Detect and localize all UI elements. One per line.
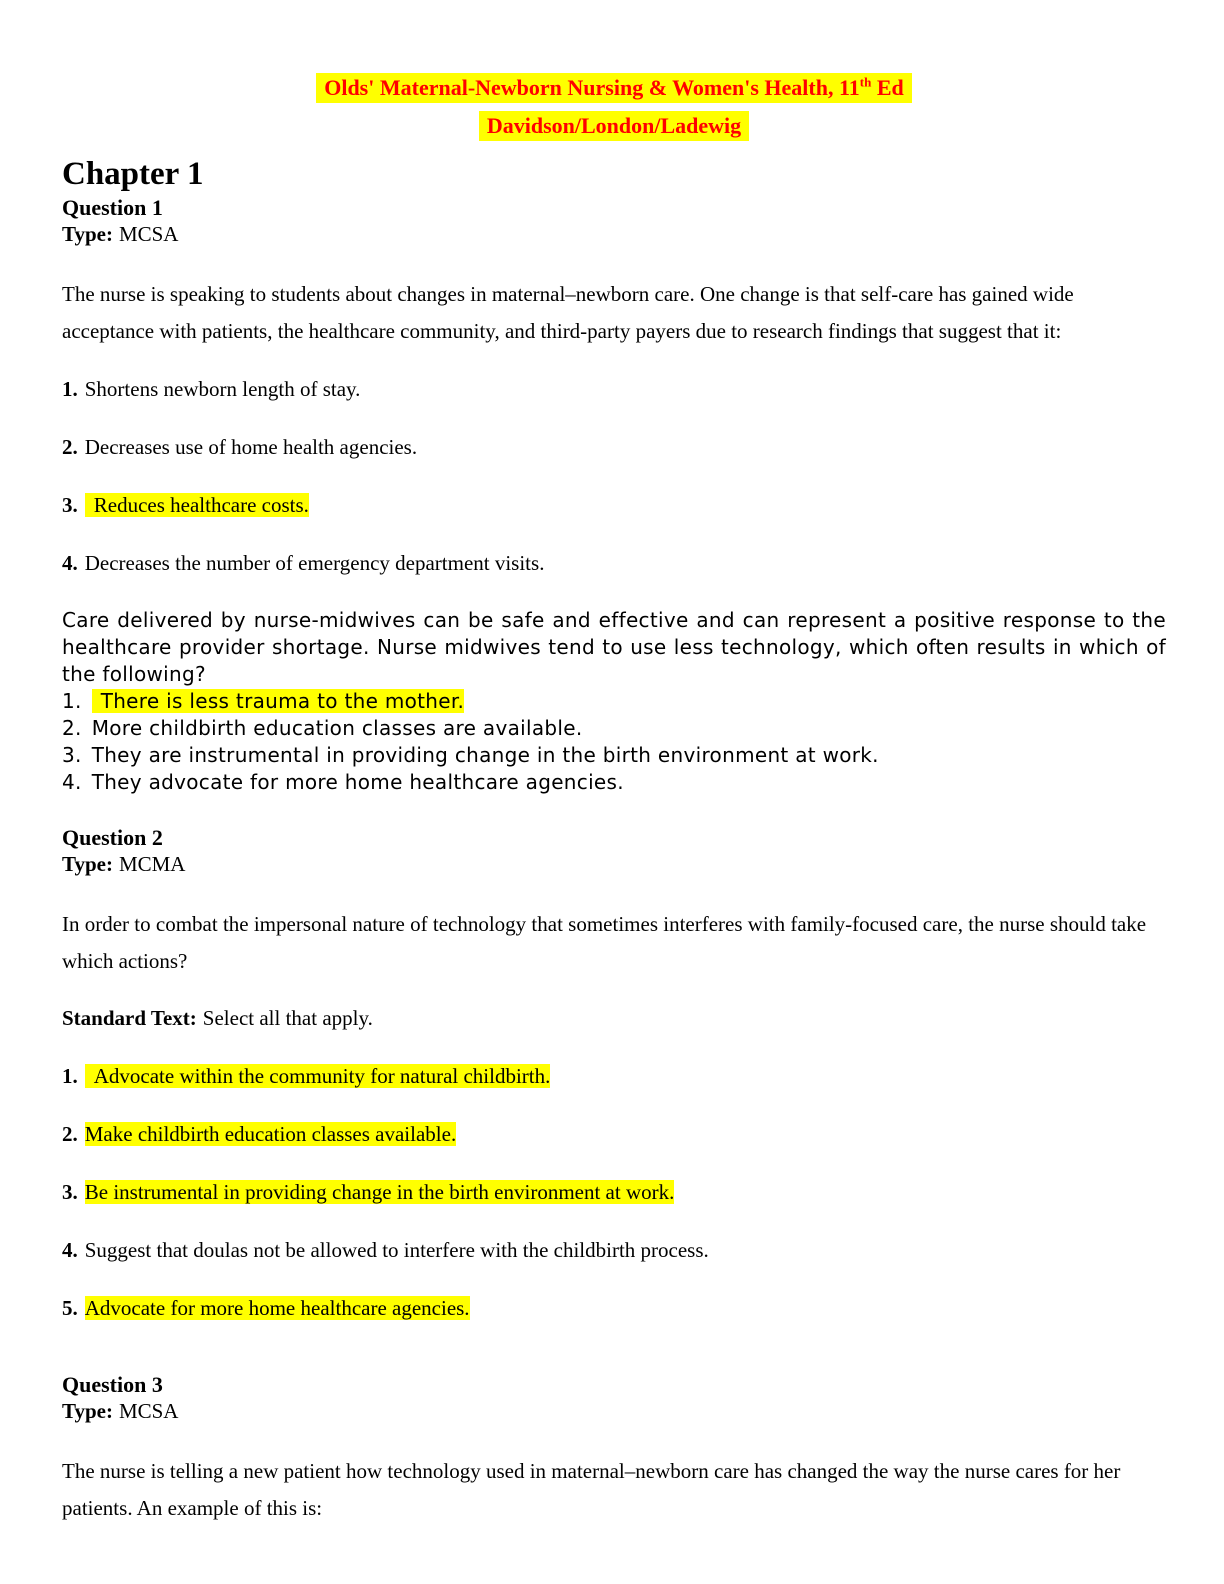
question-3-section — [62, 1371, 1166, 1527]
midwife-question-stem: Care delivered by nurse-midwives can be safe and effective and can represent a positive response to the healthcare provider shortage. Nurse midwives tend to use less technology, which often results in which of the following? — [62, 608, 1166, 686]
option-text: Decreases the number of emergency department visits. — [84, 551, 545, 575]
option-text: Decreases use of home health agencies. — [84, 435, 418, 459]
question-3-stem: The nurse is telling a new patient how technology used in maternal–newborn care has changed the way the nurse cares for her patients. An example of this is: — [62, 1459, 1121, 1520]
option-number: 2. — [62, 1122, 78, 1146]
question-1-section — [62, 194, 1166, 582]
midwife-option-2 — [62, 715, 1166, 742]
option-number: 3. — [62, 1180, 78, 1204]
midwife-question-section — [62, 607, 1166, 796]
option-text-highlighted-answer: Make childbirth education classes available. — [84, 1122, 457, 1146]
question-2-stem: In order to combat the impersonal nature of technology that sometimes interferes with family-focused care, the nurse should take which actions? — [62, 912, 1147, 973]
document-header — [62, 74, 1166, 140]
question-2-option-5 — [62, 1290, 1166, 1327]
question-2-option-3 — [62, 1174, 1166, 1211]
question-2-option-2 — [62, 1116, 1166, 1153]
question-1-label: Question 1 — [62, 195, 163, 220]
book-title-text: Olds' Maternal-Newborn Nursing & Women's Health, 11 — [324, 75, 860, 100]
question-1-option-1 — [62, 371, 1166, 408]
question-1-option-4 — [62, 545, 1166, 582]
midwife-option-4 — [62, 769, 1166, 796]
standard-text-label: Standard Text: — [62, 1006, 197, 1030]
question-3-type-line — [62, 1398, 1166, 1425]
option-number: 3. — [62, 743, 82, 767]
option-text-highlighted-answer: There is less trauma to the mother. — [92, 689, 465, 713]
book-title-highlight — [316, 73, 912, 103]
type-label: Type: — [62, 852, 113, 876]
question-2-standard-text — [62, 1000, 1166, 1037]
question-1-option-3 — [62, 487, 1166, 524]
option-number: 5. — [62, 1296, 78, 1320]
type-value: MCSA — [118, 222, 179, 246]
option-number: 1. — [62, 1064, 78, 1088]
book-title-line — [62, 74, 1166, 102]
option-text: Shortens newborn length of stay. — [84, 377, 361, 401]
question-2-type-line — [62, 851, 1166, 878]
midwife-option-3 — [62, 742, 1166, 769]
option-number: 4. — [62, 770, 82, 794]
edition-superscript: th — [859, 74, 872, 90]
question-2-option-1 — [62, 1058, 1166, 1095]
page-content — [62, 74, 1166, 1527]
option-text-highlighted-answer: Advocate within the community for natural childbirth. — [85, 1064, 551, 1088]
option-number: 4. — [62, 551, 78, 575]
type-value: MCSA — [118, 1399, 179, 1423]
option-number: 3. — [62, 493, 78, 517]
authors-highlight — [479, 111, 749, 141]
option-number: 1. — [62, 377, 78, 401]
question-3-label: Question 3 — [62, 1372, 163, 1397]
question-2-option-4 — [62, 1232, 1166, 1269]
type-label: Type: — [62, 1399, 113, 1423]
question-1-type-line — [62, 221, 1166, 248]
question-2-section — [62, 824, 1166, 1327]
option-number: 1. — [62, 689, 82, 713]
authors-line — [62, 112, 1166, 140]
question-1-stem: The nurse is speaking to students about changes in maternal–newborn care. One change is that self-care has gained wide acceptance with patients, the healthcare community, and third-party payers due to research findings that suggest that it: — [62, 282, 1074, 343]
edition-suffix: Ed — [871, 75, 904, 100]
option-number: 2. — [62, 716, 82, 740]
authors-text: Davidson/London/Ladewig — [486, 113, 742, 138]
option-text: More childbirth education classes are available. — [91, 716, 583, 740]
option-text-highlighted-answer: Reduces healthcare costs. — [85, 493, 309, 517]
option-text: They are instrumental in providing change in the birth environment at work. — [91, 743, 879, 767]
type-label: Type: — [62, 222, 113, 246]
chapter-title: Chapter 1 — [62, 156, 204, 192]
option-text: Suggest that doulas not be allowed to interfere with the childbirth process. — [84, 1238, 709, 1262]
option-text: They advocate for more home healthcare agencies. — [91, 770, 624, 794]
question-1-option-2 — [62, 429, 1166, 466]
option-number: 4. — [62, 1238, 78, 1262]
option-text-highlighted-answer: Advocate for more home healthcare agencies. — [84, 1296, 470, 1320]
midwife-option-1 — [62, 688, 1166, 715]
standard-text-value: Select all that apply. — [202, 1006, 373, 1030]
option-text-highlighted-answer: Be instrumental in providing change in the birth environment at work. — [84, 1180, 675, 1204]
type-value: MCMA — [118, 852, 186, 876]
option-number: 2. — [62, 435, 78, 459]
question-2-label: Question 2 — [62, 825, 163, 850]
